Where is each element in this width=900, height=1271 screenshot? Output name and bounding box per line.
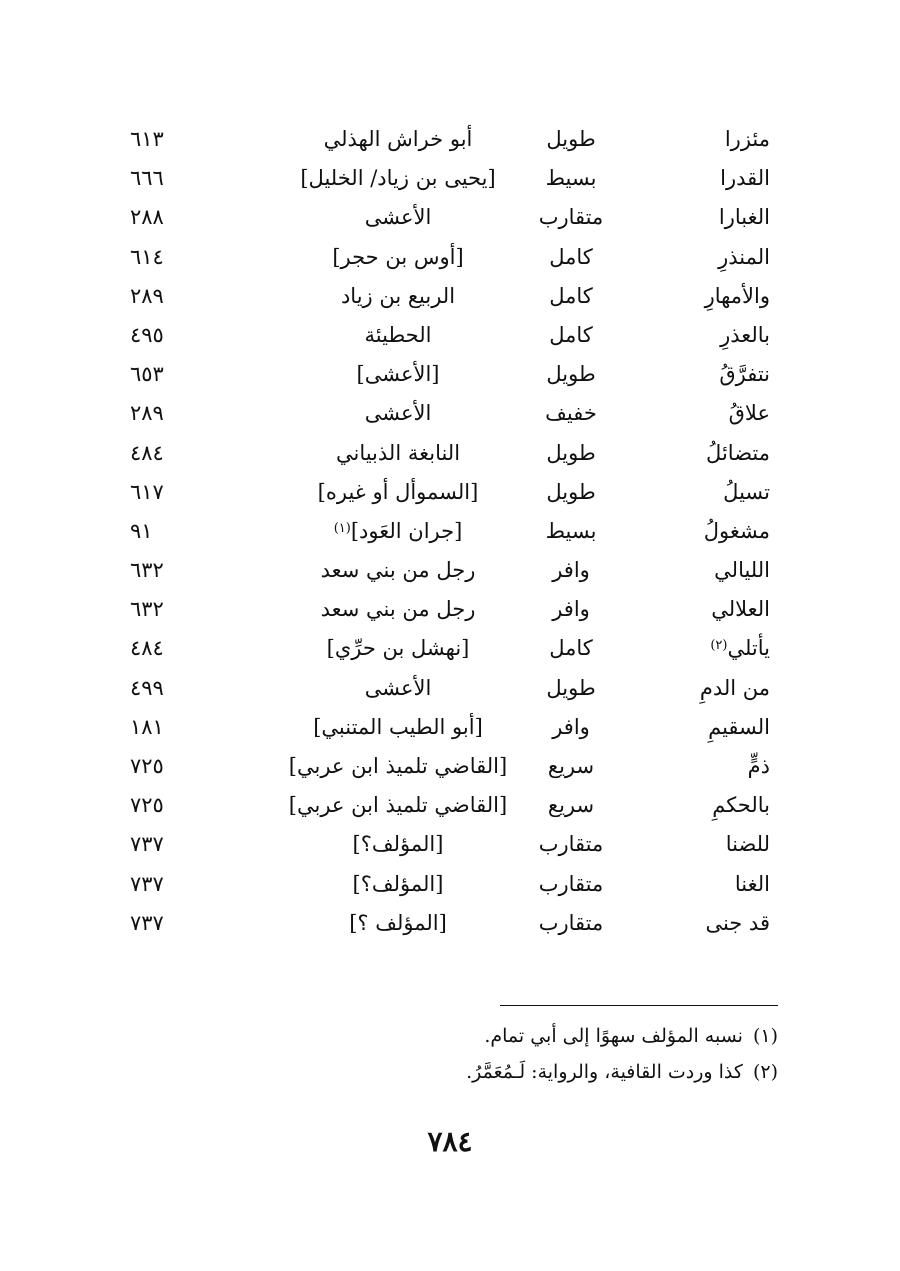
page-ref: ٦٦٦ <box>130 166 164 191</box>
page-ref: ٦٥٣ <box>130 362 164 387</box>
rhyme-word: مشغولُ <box>703 518 770 543</box>
poet: [الأعشى] <box>356 362 440 387</box>
page-number: ٧٨٤ <box>427 1125 473 1158</box>
page-ref: ٦٣٢ <box>130 597 164 622</box>
poet: [القاضي تلميذ ابن عربي] <box>288 793 508 818</box>
meter: كامل <box>549 636 593 661</box>
table-row <box>0 120 900 159</box>
rhyme-word: مئزرا <box>724 127 770 151</box>
table-row <box>0 825 900 864</box>
page-ref: ٦١٤ <box>130 244 164 269</box>
rhyme-word: الليالي <box>714 558 770 583</box>
footnote-number: (٢) <box>752 1061 778 1083</box>
page-ref: ٢٨٩ <box>130 283 164 308</box>
poet: [أبو الطيب المتنبي] <box>313 714 483 739</box>
rhyme-word: يأتلي <box>727 636 770 661</box>
page-ref: ٦١٧ <box>130 479 164 504</box>
rhyme-word: علاقُ <box>728 401 770 426</box>
rhyme-word: والأمهارِ <box>704 283 770 308</box>
poet: [أوس بن حجر] <box>332 244 464 269</box>
rhyme-word: بالعذرِ <box>720 322 770 347</box>
poet-with-note <box>334 512 463 551</box>
page-ref: ٦١٣ <box>130 127 164 151</box>
page-ref: ٧٣٧ <box>130 832 164 857</box>
table-row <box>0 551 900 590</box>
footnotes <box>118 1018 778 1090</box>
page-ref: ٦٣٢ <box>130 558 164 583</box>
rhyme-word: الغبارا <box>718 205 770 230</box>
poet: الأعشى <box>364 675 432 700</box>
footnote-divider <box>500 1005 778 1006</box>
table-row <box>0 669 900 708</box>
table-row <box>0 198 900 237</box>
poet: أبو خراش الهذلي <box>323 127 473 151</box>
meter: وافر <box>552 558 590 583</box>
page-ref: ١٨١ <box>130 714 164 739</box>
page-ref: ٤٨٤ <box>130 440 164 465</box>
table-row <box>0 316 900 355</box>
verse-index-table <box>0 120 900 943</box>
footnote-text: كذا وردت القافية، والرواية: لَـمُعَمَّرُ. <box>466 1061 743 1083</box>
poet: النابغة الذبياني <box>335 440 461 465</box>
poet: الأعشى <box>364 401 432 426</box>
table-row <box>0 434 900 473</box>
rhyme-word: السقيمِ <box>708 714 770 739</box>
table-row <box>0 747 900 786</box>
meter: كامل <box>549 244 593 269</box>
meter: وافر <box>552 714 590 739</box>
rhyme-word: متضائلُ <box>706 440 770 465</box>
poet: [القاضي تلميذ ابن عربي] <box>288 754 508 778</box>
page-ref: ٢٨٨ <box>130 205 164 230</box>
footnote-marker: (١) <box>333 520 351 536</box>
table-row <box>0 786 900 825</box>
rhyme-word: نتفرَّقُ <box>719 362 770 387</box>
table-row <box>0 473 900 512</box>
table-row <box>0 512 900 551</box>
table-row <box>0 904 900 943</box>
rhyme-with-note <box>710 629 770 668</box>
meter: طويل <box>546 362 596 387</box>
footnote-1 <box>118 1018 778 1054</box>
poet: [جران العَود] <box>350 518 463 543</box>
poet: [السموأل أو غيره] <box>317 479 479 504</box>
poet: رجل من بني سعد <box>320 597 476 622</box>
page-ref: ٧٢٥ <box>130 754 164 778</box>
footnote-number: (١) <box>752 1025 778 1047</box>
page-ref: ٤٩٩ <box>130 675 164 700</box>
table-row <box>0 394 900 433</box>
meter: كامل <box>549 283 593 308</box>
poet: [المؤلف؟] <box>352 871 444 896</box>
rhyme-word: من الدمِ <box>699 675 770 700</box>
page-ref: ٩١ <box>130 518 153 543</box>
meter: خفيف <box>545 401 597 426</box>
footnote-text: نسبه المؤلف سهوًا إلى أبي تمام. <box>484 1025 743 1047</box>
meter: سريع <box>547 793 595 818</box>
table-row <box>0 277 900 316</box>
footnote-marker: (٢) <box>710 638 728 654</box>
rhyme-word: بالحكمِ <box>712 793 770 818</box>
poet: رجل من بني سعد <box>320 558 476 583</box>
rhyme-word: القدرا <box>720 166 770 191</box>
table-row <box>0 629 900 668</box>
meter: طويل <box>546 127 596 151</box>
page-ref: ٧٣٧ <box>130 871 164 896</box>
rhyme-word: ذمٍّ <box>747 754 770 778</box>
meter: طويل <box>546 479 596 504</box>
poet: [نهشل بن حرِّي] <box>326 636 470 661</box>
rhyme-word: قد جنى <box>705 910 770 935</box>
poet: الأعشى <box>364 205 432 230</box>
footnote-2 <box>118 1054 778 1090</box>
table-row <box>0 159 900 198</box>
meter: طويل <box>546 440 596 465</box>
meter: متقارب <box>538 871 604 896</box>
table-row <box>0 708 900 747</box>
meter: سريع <box>547 754 595 778</box>
meter: متقارب <box>538 205 604 230</box>
meter: بسيط <box>545 166 597 191</box>
poet: [يحيى بن زياد/ الخليل] <box>300 166 496 191</box>
meter: بسيط <box>545 518 597 543</box>
page-ref: ٤٨٤ <box>130 636 164 661</box>
poet: الربيع بن زياد <box>340 283 456 308</box>
meter: متقارب <box>538 910 604 935</box>
table-row <box>0 590 900 629</box>
table-row <box>0 355 900 394</box>
poet: الحطيئة <box>364 322 432 347</box>
meter: طويل <box>546 675 596 700</box>
meter: وافر <box>552 597 590 622</box>
page-ref: ٧٣٧ <box>130 910 164 935</box>
page-ref: ٢٨٩ <box>130 401 164 426</box>
rhyme-word: تسيلُ <box>723 479 770 504</box>
rhyme-word: الغنا <box>734 871 770 896</box>
poet: [المؤلف؟] <box>352 832 444 857</box>
page-ref: ٧٢٥ <box>130 793 164 818</box>
poet: [المؤلف ؟] <box>349 910 447 935</box>
page-ref: ٤٩٥ <box>130 322 164 347</box>
rhyme-word: العلالي <box>711 597 770 622</box>
table-row <box>0 865 900 904</box>
table-row <box>0 238 900 277</box>
rhyme-word: للضنا <box>725 832 770 857</box>
rhyme-word: المنذرِ <box>718 244 770 269</box>
meter: كامل <box>549 322 593 347</box>
meter: متقارب <box>538 832 604 857</box>
